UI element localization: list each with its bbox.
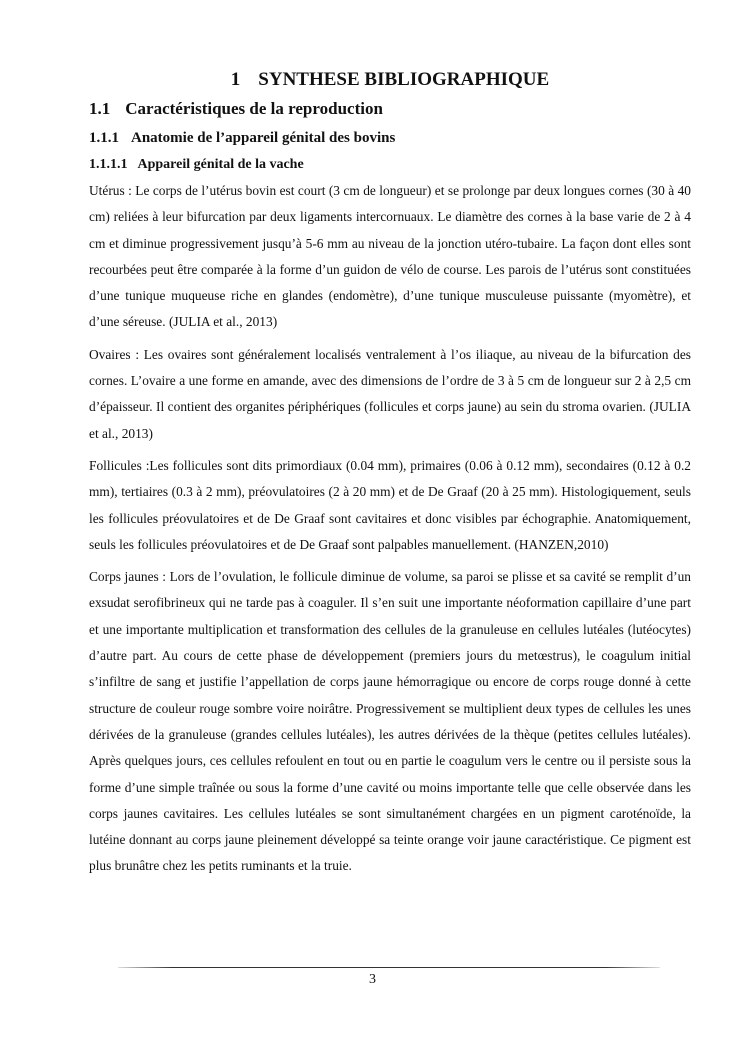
subsection-heading xyxy=(89,128,691,148)
subsubsection-title: Appareil génital de la vache xyxy=(137,157,304,172)
section-heading xyxy=(89,98,691,120)
paragraph-uterus: Utérus : Le corps de l’utérus bovin est court (3 cm de longueur) et se prolonge par deux longues cornes (30 à 40 cm) reliées à leur bifurcation par deux ligaments intercornuaux. Le diamètre des cornes à la base varie de 2 à 4 cm et diminue progressivement jusqu’à 5-6 mm au niveau de la jonction utéro-tubaire. La façon dont elles sont recourbées peut être comparée à la forme d’un guidon de vélo de course. Les parois de l’utérus sont constituées d’une tunique muqueuse riche en glandes (endomètre), d’une tunique musculeuse puissante (myomètre), et d’une séreuse. (JULIA et al., 2013) xyxy=(89,183,691,330)
subsection-number: 1.1.1 xyxy=(89,130,119,146)
chapter-number: 1 xyxy=(230,69,241,90)
subsubsection-number: 1.1.1.1 xyxy=(89,157,128,172)
footer-divider xyxy=(118,967,660,968)
page-content xyxy=(89,68,691,886)
paragraph-follicules: Follicules :Les follicules sont dits primordiaux (0.04 mm), primaires (0.06 à 0.12 mm), secondaires (0.12 à 0.2 mm), tertiaires (0.3 à 2 mm), préovulatoires (2 à 20 mm) et de De Graaf (20 à 25 mm). Histologiquement, seuls les follicules préovulatoires et de De Graaf sont cavitaires et donc visibles par échographie. Anatomiquement, seuls les follicules préovulatoires et de De Graaf sont palpables manuellement. (HANZEN,2010) xyxy=(89,457,691,552)
section-title: Caractéristiques de la reproduction xyxy=(125,99,383,118)
paragraph-corps-jaunes: Corps jaunes : Lors de l’ovulation, le follicule diminue de volume, sa paroi se plisse et sa cavité se remplit d’un exsudat serofibrineux qui ne tarde pas à coaguler. Il s’en suit une importante néoformation capillaire d’une part et une importante multiplication et transformation des cellules de la granuleuse en cellules lutéales (lutéocytes) d’autre part. Au cours de cette phase de développement (premiers jours du metœstrus), le coagulum initial s’infiltre de sang et justifie l’appellation de corps jaune hémorragique ou encore de corps rouge donné à cette structure de couleur rouge sombre voire noirâtre. Progressivement se multiplient deux types de cellules les unes dérivées de la granuleuse (grandes cellules lutéales), les autres dérivées de la thèque (petites cellules lutéales). Après quelques jours, ces cellules refoulent en tout ou en partie le coagulum vers le centre ou il persiste sous la forme d’une simple traînée ou sous la forme d’une cavité ou moins importante telle que celle observée dans les corps jaunes cavitaires. Les cellules lutéales se sont simultanément chargées en un pigment caroténoïde, la lutéine donnant au corps jaune pleinement développé sa teinte orange voir jaune caractéristique. Ce pigment est plus brunâtre chez les petits ruminants et la truie. xyxy=(89,569,691,874)
subsubsection-heading xyxy=(89,156,691,174)
page-number: 3 xyxy=(369,972,376,987)
paragraph-ovaires: Ovaires : Les ovaires sont généralement localisés ventralement à l’os iliaque, au niveau de la bifurcation des cornes. L’ovaire a une forme en amande, avec des dimensions de l’ordre de 3 à 5 cm de longueur sur 2 à 2,5 cm d’épaisseur. Il contient des organites périphériques (follicules et corps jaune) au sein du stroma ovarien. (JULIA et al., 2013) xyxy=(89,346,691,441)
section-number: 1.1 xyxy=(89,99,111,118)
chapter-title: SYNTHESE BIBLIOGRAPHIQUE xyxy=(258,69,550,90)
chapter-heading xyxy=(89,68,691,92)
subsection-title: Anatomie de l’appareil génital des bovins xyxy=(131,130,396,146)
